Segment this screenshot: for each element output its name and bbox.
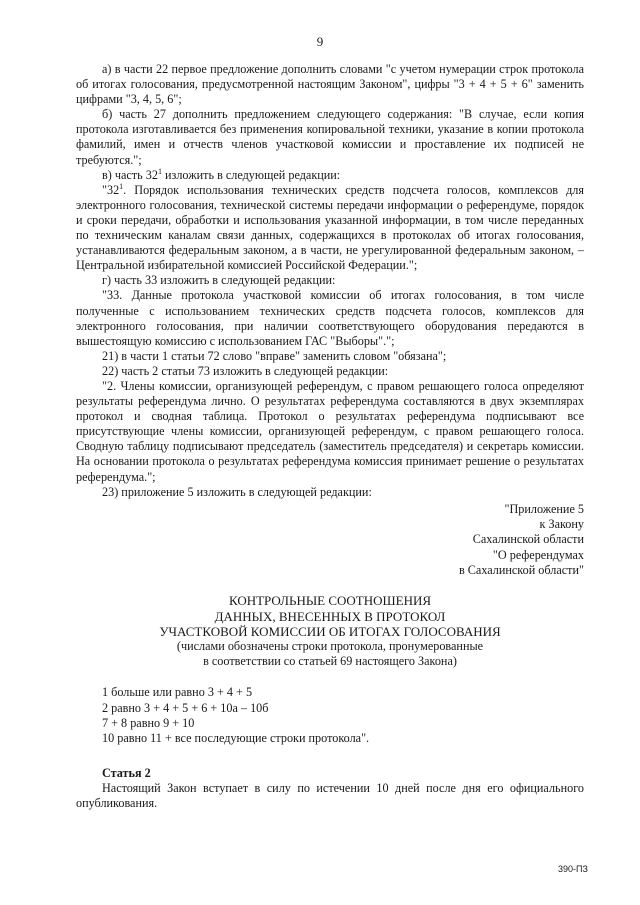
title-subline: (числами обозначены строки протокола, пронумерованные (176, 639, 484, 654)
paragraph-b: б) часть 27 дополнить предложением следующего содержания: "В случае, если копия протокола изготавливается без применения копировальной техники, указание в копии протокола фамилий, имен и отчеств членов участковой комиссии и проставление их подписей не требуются."; (76, 107, 584, 167)
article-32-1-text (76, 183, 584, 274)
appendix-line: в Сахалинской области" (458, 562, 584, 577)
title-line: ДАННЫХ, ВНЕСЕННЫХ В ПРОТОКОЛ (214, 608, 446, 624)
article-32-1-post: . Порядок использования технических средств подсчета голосов, комплексов для электронного голосования, технической системы передачи информации о референдуме, порядок и сроки передачи, обработки и использования указанной информации, в том числе переданных по техническим каналам связи данных, содержащихся в протоколах об итогах голосования, устанавливаются федеральным законом, а в части, не урегулированной федеральным законом, – Центральной избирательной комиссией Российской Федерации."; (76, 182, 584, 273)
article-2-text: Настоящий Закон вступает в силу по истечении 10 дней после дня его официального опубликования. (76, 780, 584, 810)
article-32-1-sup: 1 (119, 181, 124, 191)
paragraph-21: 21) в части 1 статьи 72 слово "вправе" заменить словом "обязана"; (102, 348, 447, 363)
document-code: 390-ПЗ (558, 864, 588, 874)
ratio-item: 10 равно 11 + все последующие строки протокола". (102, 731, 370, 746)
appendix-header (76, 502, 584, 578)
document-body (76, 62, 584, 811)
article-33-text: "33. Данные протокола участковой комиссии об итогах голосования, в том числе полученные с использованием технических средств подсчета голосов, комплексов для электронного голосования, при наличии соответствующего оборудования передаются в вышестоящую комиссию с использованием ГАС "Выборы"."; (76, 288, 584, 348)
title-line: КОНТРОЛЬНЫЕ СООТНОШЕНИЯ (228, 593, 432, 609)
article-32-1-pre: "32 (102, 182, 120, 197)
paragraph-a: а) в части 22 первое предложение дополнить словами "с учетом нумерации строк протокола об итогах голосования, предусмотренной настоящим Законом", цифры "3 + 4 + 5 + 6" заменить цифрами "3, 4, 5, 6"; (76, 62, 584, 107)
appendix-title (76, 593, 584, 669)
control-ratios (76, 685, 584, 746)
ratio-item: 1 больше или равно 3 + 4 + 5 (102, 685, 253, 700)
paragraph-v-post: изложить в следующей редакции: (161, 167, 341, 182)
title-subline: в соответствии со статьей 69 настоящего Закона) (203, 654, 457, 669)
ratio-item: 2 равно 3 + 4 + 5 + 6 + 10а – 10б (102, 700, 269, 715)
paragraph-22: 22) часть 2 статьи 73 изложить в следующей редакции: (102, 363, 389, 378)
paragraph-g: г) часть 33 изложить в следующей редакции: (102, 273, 336, 288)
title-line: УЧАСТКОВОЙ КОМИССИИ ОБ ИТОГАХ ГОЛОСОВАНИЯ (159, 624, 501, 640)
paragraph-23: 23) приложение 5 изложить в следующей редакции: (102, 484, 372, 499)
paragraph-v-pre: в) часть 32 (102, 167, 158, 182)
paragraph-v (76, 168, 584, 183)
appendix-line: Сахалинской области (472, 532, 584, 547)
appendix-line: "Приложение 5 (504, 501, 584, 516)
appendix-line: к Закону (539, 517, 584, 532)
article-73-text: "2. Члены комиссии, организующей референдум, с правом решающего голоса определяют результаты референдума лично. О результатах референдума составляются в двух экземплярах протокол и сводная таблица. Протокол о результатах референдума подписывают все присутствующие члены комиссии, организующей референдум, с правом решающего голоса. Сводную таблицу подписывают председатель (заместитель председателя) и секретарь комиссии. На основании протокола о результатах референдума комиссия принимает решение о результатах референдума."; (76, 378, 584, 484)
paragraph-v-sup: 1 (157, 166, 162, 176)
ratio-item: 7 + 8 равно 9 + 10 (102, 716, 195, 731)
appendix-line: "О референдумах (492, 547, 584, 562)
article-2-heading: Статья 2 (102, 765, 151, 780)
page-number: 9 (316, 34, 324, 49)
